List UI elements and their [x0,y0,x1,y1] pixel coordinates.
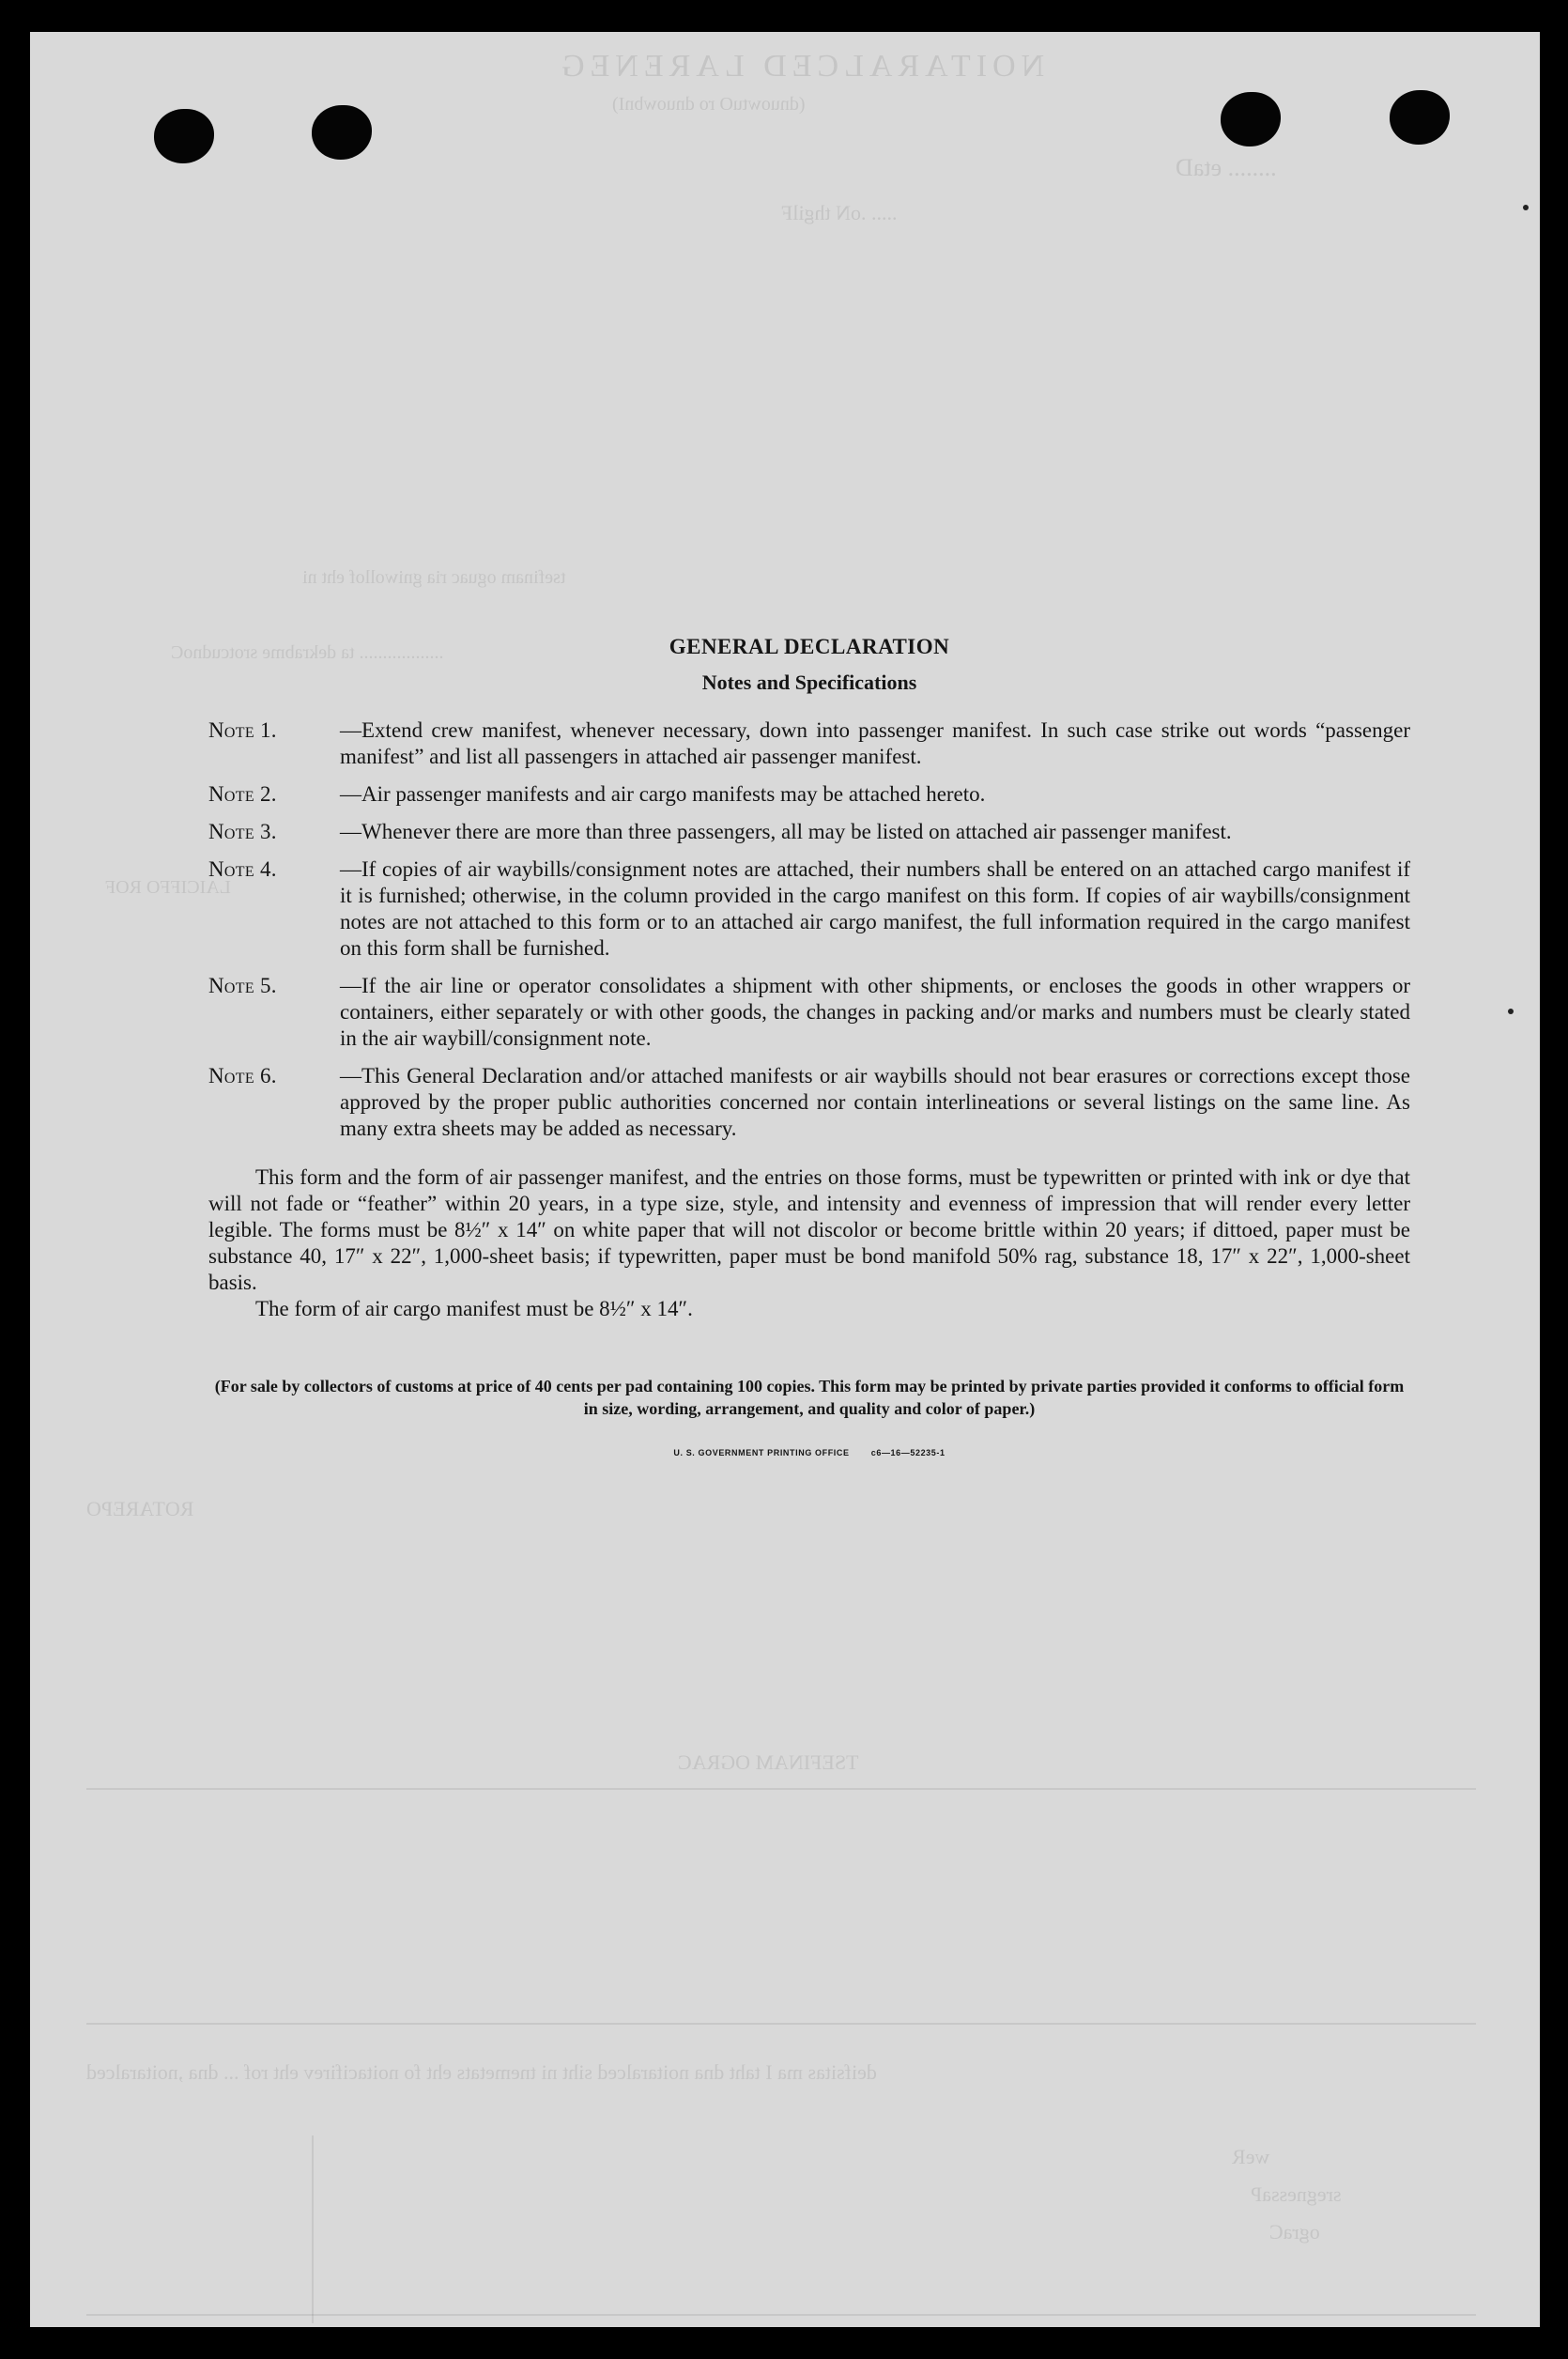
bleed-through-line: LAICIFFO ROF [105,877,231,898]
page-subtitle: Notes and Specifications [701,671,917,694]
cargo-manifest-size-note: The form of air cargo manifest must be 8½″ x 14″. [255,1297,693,1320]
bleed-through-line: ..... .oN thgilF [781,201,898,224]
punch-hole [1221,92,1281,146]
bleed-through-rule [312,2135,314,2323]
bleed-through-line: (dnuowtuO ro dnuowbnI) [612,94,806,115]
bleed-through-rule [86,2023,1476,2025]
note-text: —This General Declaration and/or attached manifests or air waybills should not bear erasures or corrections except those approved by the proper public authorities concerned nor contain interlineations or several listings on the same line. As many extra sheets may be added as necessary. [340,1064,1410,1140]
bleed-through-line: weR [1232,2145,1270,2168]
note-item [208,819,1410,845]
note-label: Note 1. [208,718,277,742]
note-text: —Extend crew manifest, whenever necessary, down into passenger manifest. In such case strike out words “passenger manifest” and list all passengers in attached air passenger manifest. [340,718,1410,768]
bleed-through-line: tsefinam oguac ria gniwollof eht ni [302,567,566,588]
note-label: Note 3. [208,820,277,843]
bleed-through-rule [86,2314,1476,2316]
bleed-through-line: ograC [1269,2220,1320,2243]
note-item [208,1063,1410,1142]
ink-speck [1508,1009,1514,1014]
notes-list [208,717,1410,1142]
punch-hole [312,105,372,160]
punch-hole [154,109,214,163]
note-text: —If the air line or operator consolidates a shipment with other shipments, or encloses the goods in other wrappers or containers, either separately or with other goods, the changes in packing and/or marks and numbers must be clearly stated in the air waybill/consignment note. [340,974,1410,1050]
sale-notice: (For sale by collectors of customs at price of 40 cents per pad containing 100 copies. This form may be printed by private parties provided it conforms to official form in size, wording, arrangement, and quality and color of paper.) [214,1377,1405,1418]
bleed-through-line: ROTAREPO [86,1497,194,1520]
note-label: Note 4. [208,857,277,881]
document-page [30,32,1540,2327]
bleed-through-line: ........ etaD [1176,154,1277,181]
bleed-through-line: TSEFINAM OGRAC [678,1750,859,1774]
note-text: —If copies of air waybills/consignment notes are attached, their numbers shall be entered on an attached cargo manifest if it is furnished; otherwise, in the column provided in the cargo manifest on this form. If copies of air waybills/consignment notes are not attached to this form or to an attached air cargo manifest, the full information required in the cargo manifest on this form shall be furnished. [340,857,1410,960]
bleed-through-heading: NOITARALCED LARENEG [556,49,1045,84]
punch-hole [1390,90,1450,145]
note-label: Note 5. [208,974,277,997]
bleed-through-line: sregnessaP [1251,2182,1342,2206]
printer-code: c6—16—52235-1 [870,1448,945,1457]
ink-speck [1523,205,1529,210]
bleed-through-rule [86,1788,1476,1790]
note-item [208,717,1410,770]
paper-specification-paragraph: This form and the form of air passenger manifest, and the entries on those forms, must be typewritten or printed with ink or dye that will not fade or “feather” within 20 years, in a type size, style, and intensity and evenness of impression that will render every letter legible. The forms must be 8½″ x 14″ on white paper that will not discolor or become brittle within 20 years; if dittoed, paper must be substance 40, 17″ x 22″, 1,000-sheet basis; if typewritten, paper must be bond manifold 50% rag, substance 18, 17″ x 22″, 1,000-sheet basis. [208,1165,1410,1294]
note-text: —Air passenger manifests and air cargo manifests may be attached hereto. [340,782,986,806]
note-item [208,781,1410,808]
printer-imprint [208,1448,1410,1457]
printer-office: U. S. GOVERNMENT PRINTING OFFICE [673,1448,850,1457]
page-title: GENERAL DECLARATION [669,635,950,658]
bleed-through-line: deifsitas ma I taht dna noitaralced siht ni tnemetats eht fo noitacifirev eht rof ... dna ,noitaralced [86,2060,877,2084]
note-label: Note 2. [208,782,277,806]
declaration-notes [208,633,1410,1457]
note-text: —Whenever there are more than three passengers, all may be listed on attached air passenger manifest. [340,820,1232,843]
note-label: Note 6. [208,1064,277,1087]
bleed-through-line: .................. ta dekrabme srotcudnoC [171,642,444,663]
note-item [208,856,1410,962]
note-item [208,973,1410,1052]
